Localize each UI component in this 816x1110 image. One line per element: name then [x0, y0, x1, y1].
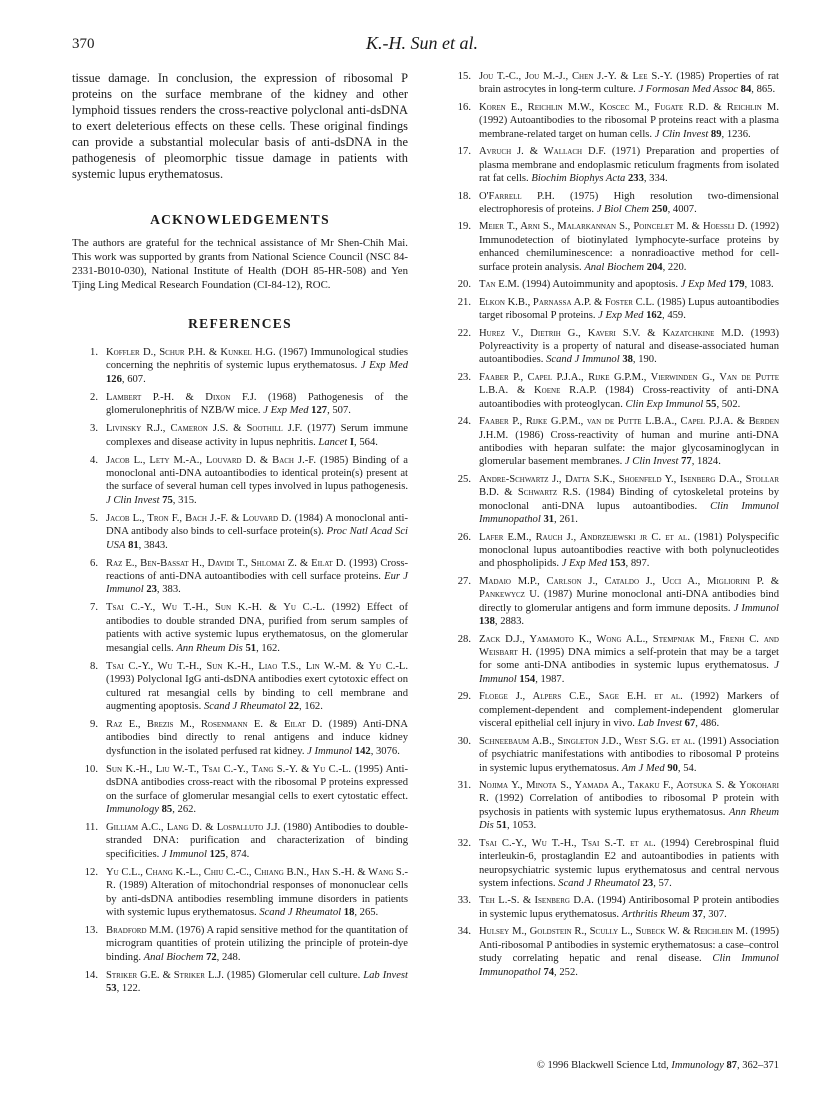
reference-pages: , 162.: [299, 700, 323, 712]
reference-item: [445, 925, 779, 979]
running-head: K.-H. Sun et al.: [366, 33, 478, 53]
reference-volume: 179: [728, 279, 745, 291]
reference-title: (1975) High resolution two-dimensional electrophoresis of proteins.: [479, 190, 779, 215]
reference-number: 23.: [457, 371, 471, 383]
reference-journal: Clin Immunol Immunopathol: [479, 500, 780, 526]
reference-journal: Lancet: [318, 436, 348, 448]
reference-pages: , 220.: [662, 261, 687, 273]
copyright-footer: [445, 1060, 779, 1071]
reference-pages: , 3076.: [370, 745, 400, 757]
reference-title: (1976) A rapid sensitive method for the quantitation of microgram quantities of protein utilizing the principle of protein-dye binding.: [106, 924, 408, 963]
reference-item: [445, 531, 779, 571]
reference-authors: Jacob L., Lety M.-A., Louvard D. & Bach J.-F.: [106, 454, 316, 466]
reference-authors: Raz E., Brezis M., Rosenmann E. & Eilat D.: [106, 718, 323, 730]
reference-title: (1985) Binding of a monoclonal anti-DNA autoantibodies to identical protein(s) present at the surface of several human cell types involved in lupus pathogenesis.: [106, 454, 408, 493]
reference-authors: Sun K.-H., Liu W.-T., Tsai C.-Y., Tang S.-Y. & Yu C.-L.: [106, 763, 352, 775]
reference-authors: Striker G.E. & Striker L.J.: [106, 969, 224, 981]
reference-number: 7.: [90, 602, 98, 614]
reference-authors: Tsai C.-Y., Wu T.-H., Sun K.-H., Liao T.S., Lin W.-M. & Yu C.-L.: [106, 660, 408, 672]
reference-item: [72, 718, 408, 758]
page-number: 370: [72, 36, 95, 52]
reference-pages: , 486.: [695, 718, 720, 730]
reference-number: 32.: [457, 837, 471, 849]
reference-journal: Scand J Rheumatol: [558, 877, 640, 889]
reference-number: 11.: [85, 821, 98, 833]
reference-number: 26.: [457, 531, 471, 543]
reference-item: [72, 454, 408, 508]
acknowledgements-text: The authors are grateful for the technical assistance of Mr Shen-Chih Mai. This work was supported by grants from National Science Council (NSC 84-2331-B010-030), National Institute of Health (DOH 85-HR-508) and Yen Tjing Ling Medical Research Foundation (CI-84-12), ROC.: [72, 237, 408, 291]
reference-journal: Scand J Immunol: [546, 354, 620, 366]
reference-item: [72, 601, 408, 655]
reference-volume: 72: [206, 951, 217, 963]
reference-journal: Scand J Rheumatol: [203, 700, 286, 712]
reference-volume: 126: [106, 373, 122, 385]
reference-title: (1995) DNA mimics a self-protein that may be a target for some anti-DNA antibodies in systemic lupus erythematosus.: [479, 647, 779, 672]
reference-number: 6.: [90, 557, 98, 569]
reference-journal: Ann Rheum Dis: [176, 642, 243, 654]
reference-item: [72, 866, 408, 920]
reference-pages: , 2883.: [494, 616, 525, 628]
references-list-right: [445, 70, 779, 979]
reference-number: 25.: [457, 473, 471, 485]
reference-journal: Am J Med: [621, 762, 665, 774]
reference-volume: 38: [622, 354, 633, 366]
reference-number: 4.: [90, 454, 98, 466]
reference-pages: , 1083.: [744, 279, 774, 291]
reference-title: (1967) Immunological studies concerning the nephritis of systemic lupus erythematosus.: [106, 347, 408, 372]
reference-pages: , 1824.: [691, 456, 721, 468]
reference-authors: Madaio M.P., Carlson J., Cataldo J., Ucci A., Migliorini P. & Pankewycz U.: [479, 575, 779, 601]
reference-item: [72, 660, 408, 714]
reference-journal: Immunology: [106, 803, 159, 815]
reference-pages: , 4007.: [667, 203, 697, 215]
reference-title: (1993) Polyclonal IgG anti-dsDNA antibodies exert cytotoxic effect on cultured rat mesangial cells by binding to cell membrane and augmenting apoptosis.: [106, 674, 408, 712]
reference-volume: 250: [651, 203, 668, 215]
reference-number: 28.: [457, 633, 471, 645]
reference-title: (1992) Correlation of antibodies to ribosomal P protein with psychosis in patients with systemic lupus erythematosus.: [479, 793, 779, 818]
reference-volume: 22: [288, 700, 300, 712]
reference-journal: Eur J Immunol: [106, 571, 409, 596]
reference-volume: 125: [209, 848, 226, 860]
reference-item: [445, 633, 779, 687]
reference-pages: , 1053.: [506, 820, 537, 832]
reference-volume: 75: [162, 494, 173, 506]
reference-number: 1.: [90, 347, 98, 358]
reference-title: (1987) Murine monoclonal anti-DNA antibodies bind directly to glomerular antigens and form immune deposits.: [479, 589, 779, 614]
reference-journal: J Exp Med: [561, 558, 607, 570]
reference-pages: , 502.: [716, 398, 741, 410]
reference-journal: J Immunol: [161, 848, 207, 860]
reference-number: 9.: [90, 718, 98, 730]
reference-title: (1984) A monoclonal anti-DNA antibody also binds to cell-surface protein(s).: [106, 512, 408, 538]
reference-journal: J Exp Med: [598, 310, 644, 322]
reference-number: 21.: [457, 296, 471, 308]
reference-journal: Proc Natl Acad Sci USA: [106, 526, 408, 551]
reference-item: [445, 101, 779, 141]
reference-authors: Faaber P., Rijke G.P.M., van de Putte L.B.A., Capel P.J.A. & Berden J.H.M.: [479, 416, 779, 441]
reference-item: [445, 575, 779, 629]
reference-pages: , 607.: [121, 373, 146, 385]
reference-authors: Avruch J. & Wallach D.F.: [479, 146, 606, 158]
reference-pages: , 307.: [702, 908, 727, 920]
reference-item: [445, 371, 779, 411]
reference-pages: , 162.: [256, 642, 280, 654]
reference-authors: Gilliam A.C., Lang D. & Lospalluto J.J.: [106, 821, 281, 833]
reference-number: 8.: [90, 660, 98, 672]
footer-prefix: © 1996 Blackwell Science Ltd,: [536, 1060, 672, 1071]
reference-title: (1991) Association of psychiatric manifestations with antibodies to ribosomal P proteins in systemic lupus erythematosus.: [479, 735, 779, 774]
reference-authors: Tsai C.-Y., Wu T.-H., Sun K.-H. & Yu C.-L.: [106, 602, 326, 614]
reference-authors: Zack D.J., Yamamoto K., Wong A.L., Stempniak M., Frenh C. and Weisbart H.: [479, 633, 779, 659]
reference-authors: Koren E., Reichlin M.W., Koscec M., Fugate R.D. & Reichlin M.: [479, 101, 779, 113]
reference-title: (1980) Antibodies to double-stranded DNA: purification and characterization of binding specificities.: [106, 821, 408, 860]
reference-pages: , 897.: [625, 558, 650, 570]
reference-volume: 204: [646, 261, 663, 273]
reference-journal: J Clin Invest: [624, 456, 679, 468]
reference-authors: Faaber P., Capel P.J.A., Rijke G.P.M., Vierwinden G., Van de Putte L.B.A. & Koene R.A.P.: [479, 371, 779, 397]
reference-number: 2.: [90, 391, 98, 403]
reference-title: (1968) Pathogenesis of the glomerulonephritis of NZB/W mice.: [106, 391, 408, 417]
reference-volume: 77: [681, 456, 692, 468]
reference-authors: Lafer E.M., Rauch J., Andrzejewski jr C. et al.: [479, 531, 690, 543]
reference-item: [445, 296, 779, 323]
reference-authors: Koffler D., Schur P.H. & Kunkel H.G.: [106, 347, 276, 358]
reference-volume: 67: [684, 718, 696, 730]
reference-journal: J Exp Med: [360, 360, 409, 372]
reference-item: [445, 278, 779, 291]
reference-volume: 37: [692, 908, 703, 920]
reference-authors: Tan E.M.: [479, 279, 520, 291]
reference-volume: 90: [667, 762, 678, 774]
reference-journal: Clin Exp Immunol: [625, 398, 704, 410]
reference-title: (1994) Antiribosomal P protein antibodies in systemic lupus erythematosus.: [479, 895, 780, 920]
reference-volume: 84: [740, 84, 752, 96]
reference-pages: , 122.: [116, 983, 141, 995]
reference-authors: Jou T.-C., Jou M.-J., Chen J.-Y. & Lee S.-Y.: [479, 71, 673, 82]
reference-title: (1985) Lupus autoantibodies target ribosomal P proteins.: [479, 296, 779, 322]
reference-volume: 89: [710, 128, 722, 140]
reference-volume: 53: [106, 983, 117, 995]
reference-journal: J Exp Med: [680, 279, 726, 291]
reference-title: (1989) Anti-DNA antibodies bind directly to renal antigens and induce kidney dysfunction in the isolated perfused rat kidney.: [106, 718, 408, 757]
reference-number: 27.: [457, 575, 471, 587]
reference-volume: 85: [161, 803, 173, 815]
reference-pages: , 459.: [662, 310, 686, 322]
reference-number: 29.: [457, 691, 471, 703]
reference-volume: 51: [496, 820, 507, 832]
reference-journal: J Biol Chem: [596, 203, 650, 215]
reference-pages: , 383.: [156, 584, 181, 596]
reference-number: 15.: [457, 71, 471, 82]
reference-title: (1985) Glomerular cell culture.: [223, 969, 364, 981]
reference-authors: Yu C.L., Chang K.-L., Chiu C.-C., Chiang B.N., Han S.-H. & Wang S.-R.: [106, 866, 408, 892]
reference-journal: Lab Invest: [637, 718, 683, 730]
reference-volume: 233: [627, 173, 644, 185]
reference-volume: 23: [146, 584, 157, 596]
reference-item: [445, 145, 779, 185]
reference-title: (1986) Cross-reactivity of human and murine anti-DNA antibodies with heparan sulfate: the major glycosaminoglycan in glomerular basement membranes.: [479, 429, 779, 468]
reference-title: (1992) Effect of antibodies to double stranded DNA, purified from serum samples of patients with active systemic lupus erythematosus, on the glomerular mesangial cells.: [106, 602, 408, 654]
reference-journal: J Formosan Med Assoc: [638, 84, 739, 96]
reference-number: 24.: [457, 416, 471, 428]
reference-item: [445, 190, 779, 217]
reference-volume: 138: [479, 616, 495, 628]
reference-pages: , 190.: [632, 354, 657, 366]
right-column: [445, 70, 779, 983]
reference-pages: , 564.: [354, 436, 378, 448]
reference-title: (1981) Polyspecific monoclonal lupus autoantibodies reactive with both polynucleotides and phospholipids.: [479, 531, 779, 570]
reference-number: 5.: [90, 512, 98, 524]
reference-title: (1977) Serum immune complexes and disease activity in lupus nephritis.: [106, 423, 408, 448]
reference-title: (1992) Immunodetection of biotinylated lymphocyte-surface proteins by enhanced chemiluminescence: a nonradioactive method for cell-surface protein analysis.: [479, 221, 779, 273]
reference-number: 16.: [457, 101, 471, 113]
reference-journal: J Immunol: [733, 602, 780, 614]
reference-title: (1995) Anti-ribosomal P antibodies in systemic erythematosus: a case–control study correlating hepatic and renal disease.: [479, 926, 779, 965]
reference-pages: , 334.: [643, 173, 668, 185]
reference-item: [72, 969, 408, 996]
reference-title: (1994) Autoimmunity and apoptosis.: [519, 279, 681, 291]
reference-title: (1992) Autoantibodies to the ribosomal P proteins react with a plasma membrane-related target on human cells.: [479, 115, 779, 140]
reference-journal: Biochim Biophys Acta: [531, 173, 626, 185]
reference-title: (1984) Cross-reactivity of anti-DNA autoantibodies with proteoglycan.: [479, 385, 779, 410]
reference-item: [445, 473, 779, 527]
reference-title: (1992) Markers of complement-dependent and complement-independent glomerular visceral epithelial cell injury in vivo.: [479, 691, 779, 730]
reference-pages: , 262.: [172, 803, 197, 815]
reference-authors: Hurez V., Dietrih G., Kaveri S.V. & Kazatchkine M.D.: [479, 327, 744, 339]
reference-number: 12.: [84, 866, 98, 878]
left-column: [72, 70, 408, 1000]
reference-item: [72, 422, 408, 449]
reference-item: [72, 821, 408, 861]
reference-item: [445, 779, 779, 833]
reference-authors: Livinsky R.J., Cameron J.S. & Soothill J.F.: [106, 423, 303, 435]
reference-authors: Floege J., Alpers C.E., Sage E.H. et al.: [479, 691, 683, 703]
reference-authors: Andre-Schwartz J., Datta S.K., Shoenfeld Y., Isenberg D.A., Stollar B.D. & Schwartz R.S.: [479, 473, 779, 499]
reference-authors: Teh L.-S. & Isenberg D.A.: [479, 895, 594, 907]
acknowledgements-heading: ACKNOWLEDGEMENTS: [150, 212, 330, 227]
reference-number: 34.: [457, 926, 471, 938]
reference-journal: J Immunol: [307, 745, 353, 757]
reference-number: 10.: [84, 763, 98, 775]
reference-authors: Tsai C.-Y., Wu T.-H., Tsai S.-T. et al.: [479, 837, 656, 849]
reference-number: 13.: [84, 924, 98, 936]
reference-number: 33.: [457, 895, 471, 907]
footer-pages: , 362–371: [737, 1060, 779, 1071]
reference-volume: 127: [311, 405, 328, 417]
reference-authors: Bradford M.M.: [106, 924, 174, 936]
reference-pages: , 261.: [554, 514, 578, 526]
reference-pages: , 1236.: [721, 128, 751, 140]
reference-pages: , 1987.: [535, 673, 565, 685]
reference-item: [445, 690, 779, 730]
reference-item: [72, 391, 408, 418]
reference-journal: Clin Immunol Immunopathol: [479, 953, 779, 978]
reference-pages: , 507.: [327, 405, 351, 417]
reference-journal: Lab Invest: [363, 969, 408, 981]
reference-title: (1989) Alteration of mitochondrial responses of mononuclear cells by anti-dsDNA antibodies resembling immune disorders in patients with systemic lupus erythematosus.: [106, 880, 408, 918]
reference-item: [72, 557, 408, 597]
reference-journal: Anal Biochem: [584, 261, 645, 273]
reference-authors: Lambert P.-H. & Dixon F.J.: [106, 391, 257, 403]
reference-number: 30.: [457, 735, 471, 747]
reference-pages: , 54.: [677, 762, 697, 774]
reference-title: (1984) Binding of cytoskeletal proteins by monoclonal anti-DNA lupus autoantibodies.: [479, 487, 779, 512]
reference-title: (1994) Cerebrospinal fluid interleukin-6, prostaglandin E2 and autoantibodies in patients with neuropsychiatric systemic lupus erythematosus and central nervous system infections.: [479, 837, 779, 889]
reference-volume: I: [349, 436, 355, 448]
reference-authors: Raz E., Ben-Bassat H., Davidi T., Shlomai Z. & Eilat D.: [106, 557, 347, 569]
reference-number: 14.: [84, 969, 98, 981]
reference-authors: Nojima Y., Minota S., Yamada A., Takaku F., Aotsuka S. & Yokohari R.: [479, 780, 779, 805]
reference-number: 20.: [457, 279, 471, 291]
reference-authors: Schneebaum A.B., Singleton J.D., West S.G. et al.: [479, 735, 696, 747]
reference-volume: 81: [128, 539, 139, 551]
reference-title: (1971) Preparation and properties of plasma membrane and endoplasmic reticulum fragments from isolated rat fat cells.: [479, 146, 779, 185]
reference-item: [445, 735, 779, 775]
reference-title: (1993) Cross-reactions of anti-DNA autoantibodies with cell surface proteins.: [106, 557, 408, 583]
reference-volume: 51: [245, 642, 257, 654]
reference-volume: 18: [343, 906, 355, 918]
references-list-left: [72, 346, 408, 996]
reference-authors: Jacob L., Tron F., Bach J.-F. & Louvard D.: [106, 512, 292, 524]
conclusion-paragraph: tissue damage. In conclusion, the expression of ribosomal P proteins on the surface membrane of the kidney and other lymphoid tissues renders the cross-reactive polyclonal anti-dsDNA to exert deleterious effects on these cells. These original findings can provide a substantial molecular basis of anti-dsDNA in the pathogenesis of pleomorphic tissue damage in patients with systemic lupus erythematosus.: [72, 71, 408, 181]
reference-pages: , 865.: [751, 84, 776, 96]
reference-title: (1993) Polyreactivity is a property of natural and disease-associated human autoantibodies.: [479, 327, 779, 366]
reference-item: [445, 415, 779, 469]
reference-volume: 74: [543, 966, 555, 978]
reference-pages: , 3843.: [138, 539, 168, 551]
reference-authors: Hulsey M., Goldstein R., Scully L., Subeck W. & Reichlein M.: [479, 926, 748, 938]
reference-journal: Anal Biochem: [143, 951, 204, 963]
footer-journal: Immunology: [671, 1060, 724, 1071]
reference-number: 17.: [457, 146, 471, 158]
reference-item: [445, 837, 779, 891]
reference-volume: 154: [519, 673, 536, 685]
reference-journal: Arthritis Rheum: [621, 908, 690, 920]
footer-volume: 87: [726, 1060, 737, 1071]
reference-number: 19.: [457, 221, 471, 233]
reference-volume: 162: [646, 310, 663, 322]
reference-title: (1995) Anti-dsDNA antibodies cross-react with the ribosomal P proteins expressed on the surface of glomerular mesangial cells to exert cytostatic effect.: [106, 763, 408, 802]
reference-item: [445, 327, 779, 367]
reference-journal: Scand J Rheumatol: [259, 906, 342, 918]
reference-authors: O'Farrell P.H.: [479, 190, 555, 202]
reference-journal: Ann Rheum Dis: [479, 806, 779, 832]
reference-journal: J Clin Invest: [654, 128, 709, 140]
reference-volume: 142: [354, 745, 371, 757]
reference-volume: 153: [609, 558, 626, 570]
reference-journal: J Immunol: [479, 660, 779, 685]
reference-pages: , 248.: [216, 951, 241, 963]
reference-pages: , 252.: [554, 966, 578, 978]
reference-number: 22.: [457, 327, 471, 339]
page-header: [72, 33, 772, 60]
reference-item: [72, 924, 408, 964]
reference-pages: , 874.: [225, 848, 250, 860]
reference-item: [445, 220, 779, 274]
reference-number: 31.: [457, 780, 471, 791]
reference-volume: 55: [705, 398, 717, 410]
reference-item: [445, 70, 779, 97]
reference-volume: 31: [543, 514, 555, 526]
reference-item: [72, 763, 408, 817]
reference-pages: , 57.: [653, 877, 672, 889]
reference-authors: Meier T., Arni S., Malarkannan S., Poincelet M. & Hoessli D.: [479, 221, 748, 233]
reference-journal: J Clin Invest: [106, 494, 160, 506]
reference-item: [445, 894, 779, 921]
reference-number: 3.: [90, 423, 98, 435]
reference-item: [72, 346, 408, 386]
reference-item: [72, 512, 408, 552]
reference-number: 18.: [457, 190, 471, 202]
reference-title: (1985) Properties of rat brain astrocytes in long-term culture.: [479, 71, 779, 96]
reference-pages: , 315.: [172, 494, 197, 506]
reference-authors: Elkon K.B., Parnassa A.P. & Foster C.L.: [479, 296, 655, 308]
reference-volume: 23: [642, 877, 654, 889]
reference-journal: J Exp Med: [263, 405, 309, 417]
reference-pages: , 265.: [354, 906, 379, 918]
references-heading: REFERENCES: [188, 316, 292, 331]
